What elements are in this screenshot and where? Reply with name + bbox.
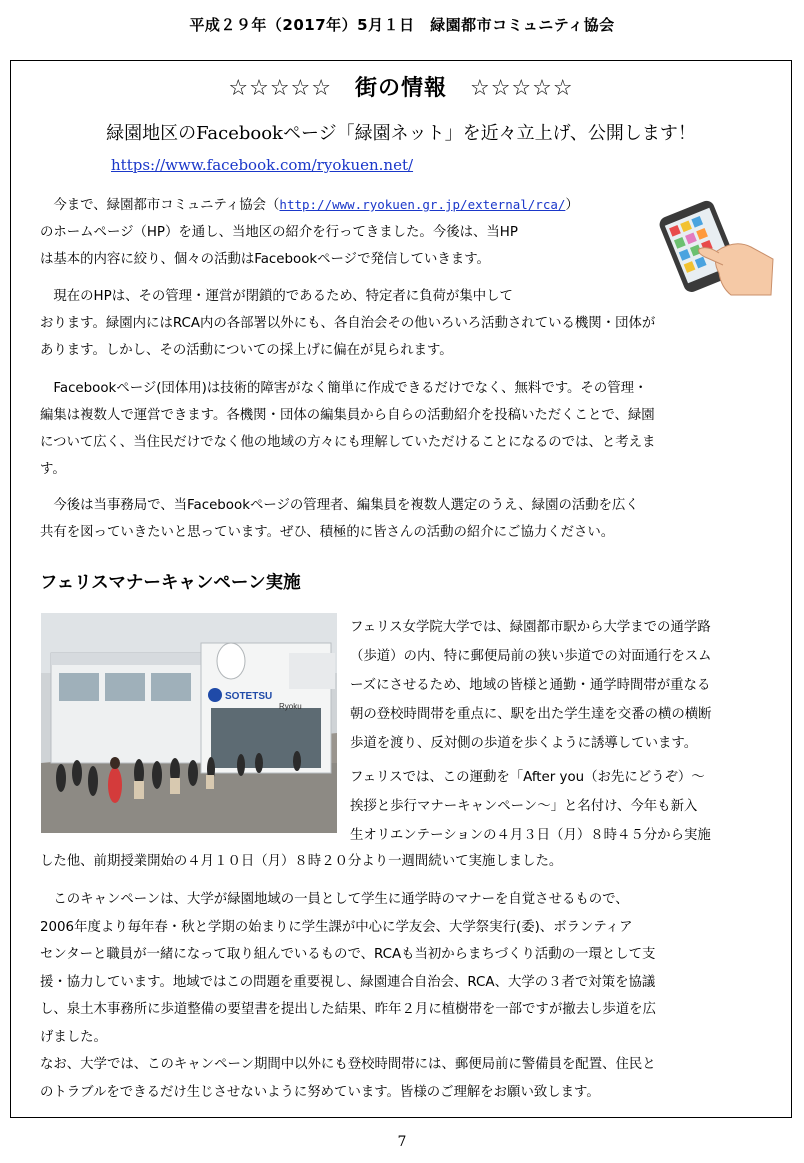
ferris-paragraph-1: フェリス女学院大学では、緑園都市駅から大学までの通学路 （歩道）の内、特に郵便局前の狭い歩道での対面通行をスム ーズにさせるため、地域の皆様と通勤・通学時間帯が重なる 朝の登校時間帯を重点に、駅を出た学生達を交番の横の横断 歩道を渡り、反対側の歩道を歩くように誘導しています。 — [350, 620, 712, 751]
rca-homepage-link[interactable]: http://www.ryokuen.gr.jp/external/rca/ — [279, 197, 566, 212]
section1-paragraph-4: 今後は当事務局で、当Facebookページの管理者、編集員を複数人選定のうえ、緑園の活動を広く 共有を図っていきたいと思っています。ぜひ、積極的に皆さんの活動の紹介にご協力ください。 — [40, 498, 639, 540]
ferris-paragraph-2: フェリスでは、この運動を「After you（お先にどうぞ）～ 挨拶と歩行マナーキャンペーン～」と名付け、今年も新入 生オリエンテーションの４月３日（月）８時４５分から実施 — [350, 770, 711, 843]
page-number: 7 — [397, 1134, 407, 1150]
section-title-town-info: ☆☆☆☆☆ 街の情報 ☆☆☆☆☆ — [228, 76, 574, 101]
section1-paragraph-3: Facebookページ(団体用)は技術的障害がなく簡単に作成できるだけでなく、無料です。その管理・ 編集は複数人で運営できます。各機関・団体の編集員から自らの活動紹介を投稿いただくことで、緑園 について広く、当住民だけでなく他の地域の方々にも理解していただけることになるのでは、と考えま す。 — [40, 381, 656, 477]
photo-sign-sotetsu: SOTETSU — [225, 691, 273, 702]
station-photo — [41, 613, 337, 833]
ferris-paragraph-3: このキャンペーンは、大学が緑園地域の一員として学生に通学時のマナーを自覚させるもので、 2006年度より毎年春・秋と学期の始まりに学生課が中心に学友会、大学祭実行(委)、ボランティア センターと職員が一緒になって取り組んでいるもので、RCAも当初からまちづくり活動の一環として支 援・協力しています。地域ではこの問題を重要視し、緑園連合自治会、RCA、大学の３者で対策を協議 し、泉土木事務所に歩道整備の要望書を提出した結果、昨年２月に植樹帯を一部ですが撤去し歩道を広 げました。 なお、大学では、このキャンペーン期間中以外にも登校時間帯には、郵便局前に警備員を配置、住民と のトラブルをできるだけ生じさせないように努めています。皆様のご理解をお願い致します。 — [40, 892, 656, 1100]
page-header: 平成２９年（2017年）5月１日 緑園都市コミュニティ協会 — [189, 16, 615, 34]
section1-paragraph-1: 今まで、緑園都市コミュニティ協会（http://www.ryokuen.gr.jp/external/rca/） のホームページ（HP）を通し、当地区の紹介を行ってきました。今後は、当HP は基本的内容に絞り、個々の活動はFacebookページで発信していきます。 — [40, 197, 579, 267]
content-frame — [10, 60, 792, 1118]
facebook-url-link[interactable]: https://www.facebook.com/ryokuen.net/ — [111, 156, 414, 174]
facebook-announcement: 緑園地区のFacebookページ「緑園ネット」を近々立上げ、公開します！ — [106, 123, 696, 144]
section1-paragraph-2: 現在のHPは、その管理・運営が閉鎖的であるため、特定者に負荷が集中して おります。緑園内にはRCA内の各部署以外にも、各自治会その他いろいろ活動されている機関・団体が あります。しかし、その活動についての採上げに偏在が見られます。 — [40, 289, 656, 358]
ferris-paragraph-2-cont: した他、前期授業開始の４月１０日（月）８時２０分より一週間続いて実施しました。 — [40, 854, 563, 869]
photo-sign-ryokuen: Ryoku — [279, 702, 302, 711]
section-title-ferris-campaign: フェリスマナーキャンペーン実施 — [40, 573, 301, 593]
